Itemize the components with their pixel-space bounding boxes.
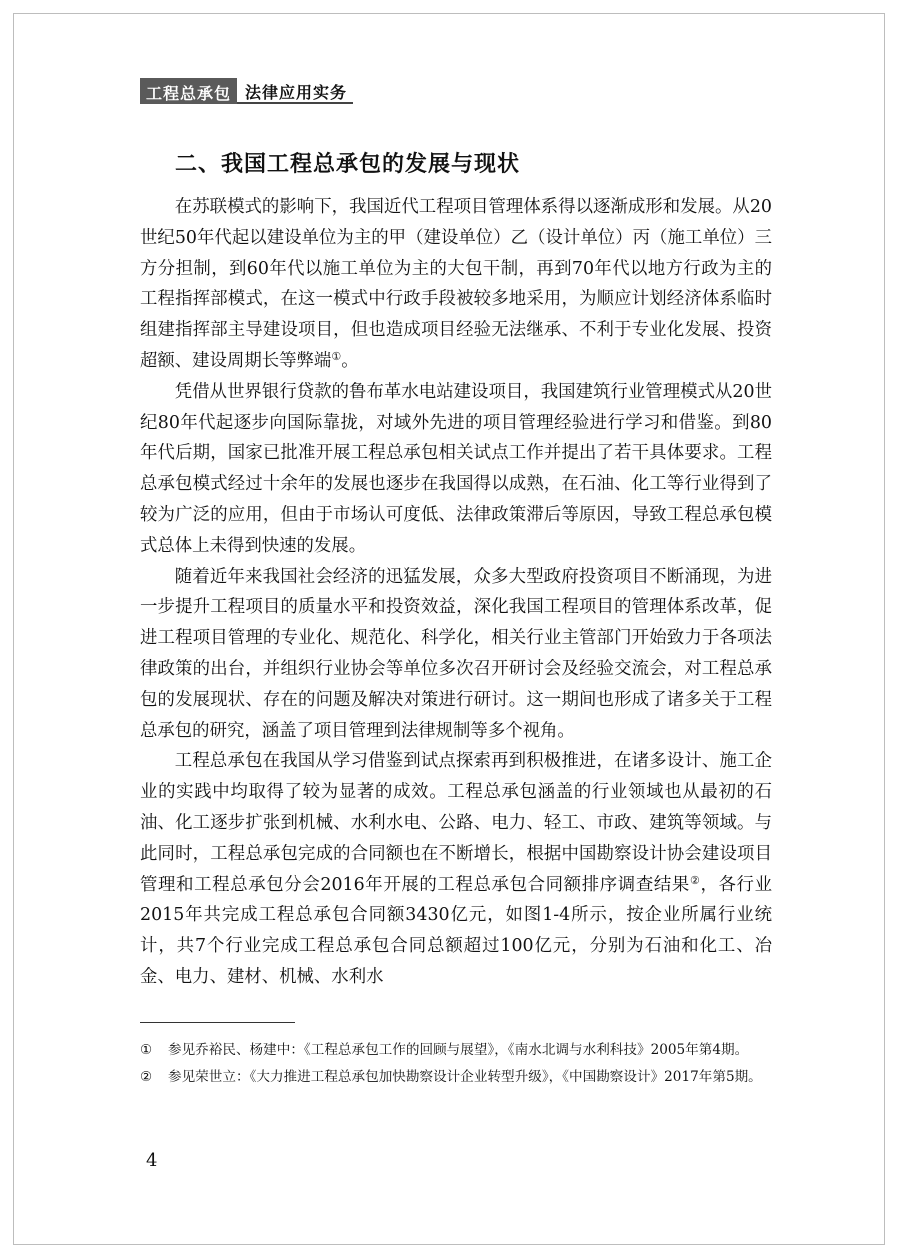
footnote-1-mark: ① [140,1042,153,1058]
running-header [140,78,353,104]
footnote-2-mark: ② [140,1069,153,1085]
paragraph-1 [140,192,772,377]
paragraph-4 [140,746,772,992]
paragraph-4-continued: ，各行业2015年共完成工程总承包合同额3430亿元，如图1-4所示，按企业所属行业统计，共7个行业完成工程总承包合同总额超过100亿元，分别为石油和化工、冶金、电力、建材、机械、水利水 [140,874,772,987]
footnote-2 [140,1067,772,1088]
footnote-1-text: 参见乔裕民、杨建中：《工程总承包工作的回顾与展望》，《南水北调与水利科技》2005年第4期。 [168,1042,749,1058]
paragraph-4-text: 工程总承包在我国从学习借鉴到试点探索再到积极推进，在诸多设计、施工企业的实践中均取得了较为显著的成效。工程总承包涵盖的行业领域也从最初的石油、化工逐步扩张到机械、水利水电、公路、电力、轻工、市政、建筑等领域。与此同时，工程总承包完成的合同额也在不断增长，根据中国勘察设计协会建设项目管理和工程总承包分会2016年开展的工程总承包合同额排序调查结果 [140,751,772,895]
paragraph-2: 凭借从世界银行贷款的鲁布革水电站建设项目，我国建筑行业管理模式从20世纪80年代起逐步向国际靠拢，对域外先进的项目管理经验进行学习和借鉴。到80年代后期，国家已批准开展工程总承包相关试点工作并提出了若干具体要求。工程总承包模式经过十余年的发展也逐步在我国得以成熟，在石油、化工等行业得到了较为广泛的应用，但由于市场认可度低、法律政策滞后等原因，导致工程总承包模式总体上未得到快速的发展。 [140,381,772,556]
footnote-1 [140,1040,772,1061]
section-heading: 二、我国工程总承包的发展与现状 [175,152,521,177]
footnote-ref-1[interactable]: ① [331,349,342,363]
running-header-subtitle: 法律应用实务 [237,78,353,104]
body-text [140,192,772,993]
footnote-ref-2[interactable]: ② [689,873,701,887]
running-header-book-title: 工程总承包 [140,78,237,104]
footnote-2-text: 参见荣世立：《大力推进工程总承包加快勘察设计企业转型升级》，《中国勘察设计》2017年第5期。 [168,1069,762,1085]
footnote-divider [140,1022,295,1023]
page-number: 4 [146,1150,158,1171]
footnotes [140,1040,772,1094]
paragraph-1-end: 。 [341,350,359,371]
paragraph-3: 随着近年来我国社会经济的迅猛发展，众多大型政府投资项目不断涌现，为进一步提升工程项目的质量水平和投资效益，深化我国工程项目的管理体系改革，促进工程项目管理的专业化、规范化、科学化，相关行业主管部门开始致力于各项法律政策的出台，并组织行业协会等单位多次召开研讨会及经验交流会，对工程总承包的发展现状、存在的问题及解决对策进行研讨。这一期间也形成了诸多关于工程总承包的研究，涵盖了项目管理到法律规制等多个视角。 [140,566,772,741]
paragraph-1-text: 在苏联模式的影响下，我国近代工程项目管理体系得以逐渐成形和发展。从20世纪50年代起以建设单位为主的甲（建设单位）乙（设计单位）丙（施工单位）三方分担制，到60年代以施工单位为主的大包干制，再到70年代以地方行政为主的工程指挥部模式，在这一模式中行政手段被较多地采用，为顺应计划经济体系临时组建指挥部主导建设项目，但也造成项目经验无法继承、不利于专业化发展、投资超额、建设周期长等弊端 [140,197,772,371]
